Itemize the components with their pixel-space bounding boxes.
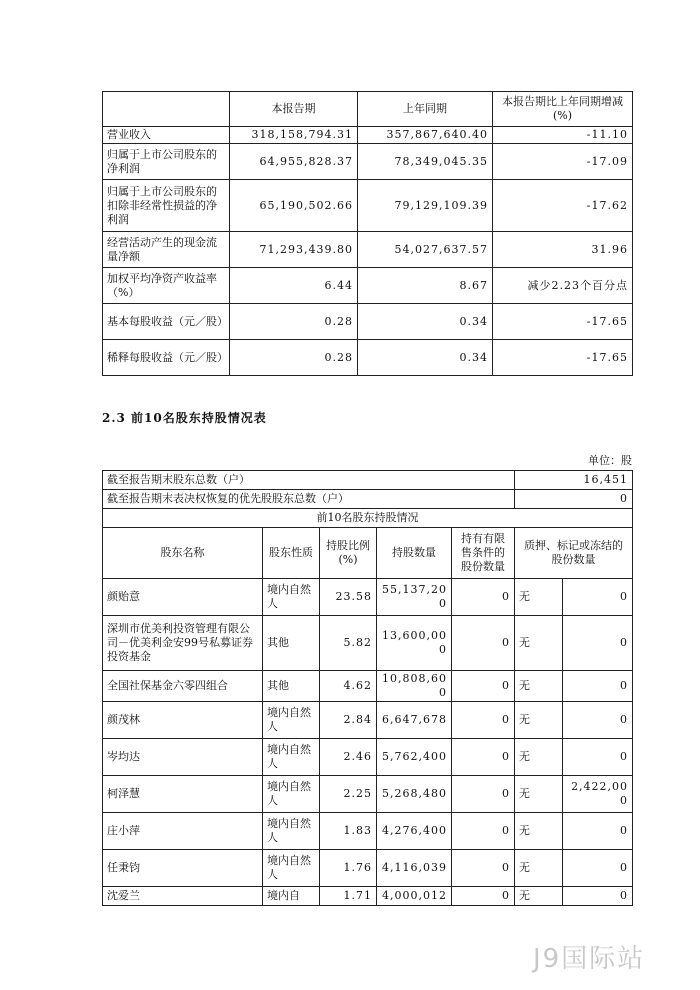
shareholder-pledge-count: 0: [563, 579, 633, 616]
shareholder-ratio: 1.71: [320, 887, 377, 906]
shareholder-restricted: 0: [452, 850, 515, 887]
shareholder-pledge-count: 0: [563, 616, 633, 671]
financial-header-blank: [103, 92, 230, 127]
shareholder-pledge-status: 无: [515, 702, 563, 739]
shareholder-restricted: 0: [452, 887, 515, 906]
shareholder-row: [103, 671, 633, 702]
shareholder-pledge-count: 0: [563, 887, 633, 906]
shareholder-type: 境内自然人: [263, 579, 320, 616]
shareholder-count: 10,808,600: [377, 671, 452, 702]
shareholder-restricted: 0: [452, 739, 515, 776]
financial-row-change: -17.62: [493, 180, 633, 232]
section-title: 2.3 前10名股东持股情况表: [102, 411, 267, 425]
shareholder-count: 13,600,000: [377, 616, 452, 671]
shareholder-type: 境内自然人: [263, 702, 320, 739]
shareholder-count: 5,268,480: [377, 776, 452, 813]
shareholder-name: 深圳市优美利投资管理有限公司－优美利金安99号私募证券投资基金: [103, 616, 263, 671]
total-shareholders-value: 16,451: [515, 471, 633, 490]
financial-row-current: 6.44: [230, 268, 358, 304]
financial-row-current: 0.28: [230, 340, 358, 376]
header-type: 股东性质: [263, 528, 320, 579]
financial-row: [103, 127, 633, 144]
total-shareholders-label: 截至报告期末股东总数（户）: [103, 471, 515, 490]
financial-row-prior: 0.34: [358, 304, 493, 340]
financial-row-change: -17.09: [493, 144, 633, 180]
shareholder-pledge-count: 0: [563, 671, 633, 702]
shareholder-count: 55,137,200: [377, 579, 452, 616]
shareholder-name: 任秉钧: [103, 850, 263, 887]
shareholder-type: 境内自然人: [263, 776, 320, 813]
financial-row-label: 归属于上市公司股东的净利润: [103, 144, 230, 180]
financial-row-prior: 79,129,109.39: [358, 180, 493, 232]
shareholder-row: [103, 850, 633, 887]
financial-row-change: 31.96: [493, 232, 633, 268]
financial-row-prior: 8.67: [358, 268, 493, 304]
financial-row-current: 64,955,828.37: [230, 144, 358, 180]
shareholder-pledge-count: 0: [563, 702, 633, 739]
shareholder-pledge-status: 无: [515, 813, 563, 850]
financial-row-current: 0.28: [230, 304, 358, 340]
shareholder-name: 沈爱兰: [103, 887, 263, 906]
financial-row-current: 71,293,439.80: [230, 232, 358, 268]
financial-row-change: -11.10: [493, 127, 633, 144]
shareholder-row: [103, 739, 633, 776]
shareholder-type: 其他: [263, 671, 320, 702]
shareholder-type: 境内自然人: [263, 739, 320, 776]
shareholder-ratio: 5.82: [320, 616, 377, 671]
shareholder-ratio: 2.84: [320, 702, 377, 739]
financial-header-current: 本报告期: [230, 92, 358, 127]
shareholder-name: 柯泽慧: [103, 776, 263, 813]
financial-header-row: [103, 92, 633, 127]
total-shareholders-row: [103, 471, 633, 490]
shareholder-restricted: 0: [452, 813, 515, 850]
financial-row-current: 318,158,794.31: [230, 127, 358, 144]
shareholders-header-row: [103, 528, 633, 579]
shareholder-row: [103, 813, 633, 850]
shareholder-restricted: 0: [452, 579, 515, 616]
financial-row-label: 基本每股收益（元／股）: [103, 304, 230, 340]
shareholder-ratio: 1.76: [320, 850, 377, 887]
shareholder-row: [103, 887, 633, 906]
preferred-shareholders-label: 截至报告期末表决权恢复的优先股股东总数（户）: [103, 490, 515, 509]
shareholder-restricted: 0: [452, 671, 515, 702]
financial-row-change: -17.65: [493, 304, 633, 340]
shareholder-row: [103, 776, 633, 813]
shareholder-ratio: 1.83: [320, 813, 377, 850]
shareholder-pledge-status: 无: [515, 776, 563, 813]
shareholder-count: 4,116,039: [377, 850, 452, 887]
shareholder-ratio: 2.46: [320, 739, 377, 776]
financial-row-prior: 0.34: [358, 340, 493, 376]
financial-row-label: 稀释每股收益（元／股）: [103, 340, 230, 376]
financial-row-label: 营业收入: [103, 127, 230, 144]
header-restricted: 持有有限售条件的股份数量: [452, 528, 515, 579]
top10-subtitle: 前10名股东持股情况: [103, 509, 633, 528]
financial-summary-table: [102, 91, 633, 376]
unit-label: 单位：股: [588, 454, 632, 467]
financial-row-change: 减少2.23个百分点: [493, 268, 633, 304]
header-pledge: 质押、标记或冻结的股份数量: [515, 528, 633, 579]
shareholder-pledge-status: 无: [515, 850, 563, 887]
financial-row: [103, 144, 633, 180]
shareholder-ratio: 4.62: [320, 671, 377, 702]
shareholder-row: [103, 616, 633, 671]
shareholder-pledge-count: 0: [563, 850, 633, 887]
shareholder-restricted: 0: [452, 776, 515, 813]
shareholder-row: [103, 702, 633, 739]
shareholders-table: [102, 470, 633, 906]
shareholder-pledge-count: 0: [563, 739, 633, 776]
financial-row: [103, 268, 633, 304]
financial-row-label: 加权平均净资产收益率（%）: [103, 268, 230, 304]
header-count: 持股数量: [377, 528, 452, 579]
shareholder-pledge-status: 无: [515, 671, 563, 702]
shareholder-type: 境内自然人: [263, 813, 320, 850]
financial-row-current: 65,190,502.66: [230, 180, 358, 232]
shareholder-pledge-status: 无: [515, 616, 563, 671]
shareholder-pledge-count: 2,422,000: [563, 776, 633, 813]
shareholder-name: 颜茂林: [103, 702, 263, 739]
shareholder-type: 境内自: [263, 887, 320, 906]
financial-row: [103, 340, 633, 376]
shareholder-ratio: 23.58: [320, 579, 377, 616]
financial-row-prior: 357,867,640.40: [358, 127, 493, 144]
financial-row-prior: 54,027,637.57: [358, 232, 493, 268]
shareholder-count: 4,276,400: [377, 813, 452, 850]
financial-row-label: 经营活动产生的现金流量净额: [103, 232, 230, 268]
shareholder-ratio: 2.25: [320, 776, 377, 813]
shareholder-name: 庄小萍: [103, 813, 263, 850]
shareholder-pledge-status: 无: [515, 579, 563, 616]
header-name: 股东名称: [103, 528, 263, 579]
financial-row-label: 归属于上市公司股东的扣除非经常性损益的净利润: [103, 180, 230, 232]
shareholder-count: 6,647,678: [377, 702, 452, 739]
financial-row-prior: 78,349,045.35: [358, 144, 493, 180]
financial-row: [103, 232, 633, 268]
shareholder-count: 5,762,400: [377, 739, 452, 776]
shareholder-row: [103, 579, 633, 616]
watermark: J9国际站: [533, 944, 646, 974]
financial-row: [103, 304, 633, 340]
preferred-shareholders-row: [103, 490, 633, 509]
shareholder-name: 全国社保基金六零四组合: [103, 671, 263, 702]
shareholder-type: 境内自然人: [263, 850, 320, 887]
preferred-shareholders-value: 0: [515, 490, 633, 509]
financial-row-change: -17.65: [493, 340, 633, 376]
shareholder-type: 其他: [263, 616, 320, 671]
shareholder-count: 4,000,012: [377, 887, 452, 906]
financial-header-prior: 上年同期: [358, 92, 493, 127]
shareholder-restricted: 0: [452, 702, 515, 739]
shareholder-pledge-status: 无: [515, 887, 563, 906]
shareholder-name: 岑均达: [103, 739, 263, 776]
shareholder-pledge-status: 无: [515, 739, 563, 776]
shareholder-name: 颜贻意: [103, 579, 263, 616]
top10-subtitle-row: [103, 509, 633, 528]
financial-row: [103, 180, 633, 232]
financial-header-change: 本报告期比上年同期增减(%): [493, 92, 633, 127]
shareholder-pledge-count: 0: [563, 813, 633, 850]
header-ratio: 持股比例(%): [320, 528, 377, 579]
shareholder-restricted: 0: [452, 616, 515, 671]
